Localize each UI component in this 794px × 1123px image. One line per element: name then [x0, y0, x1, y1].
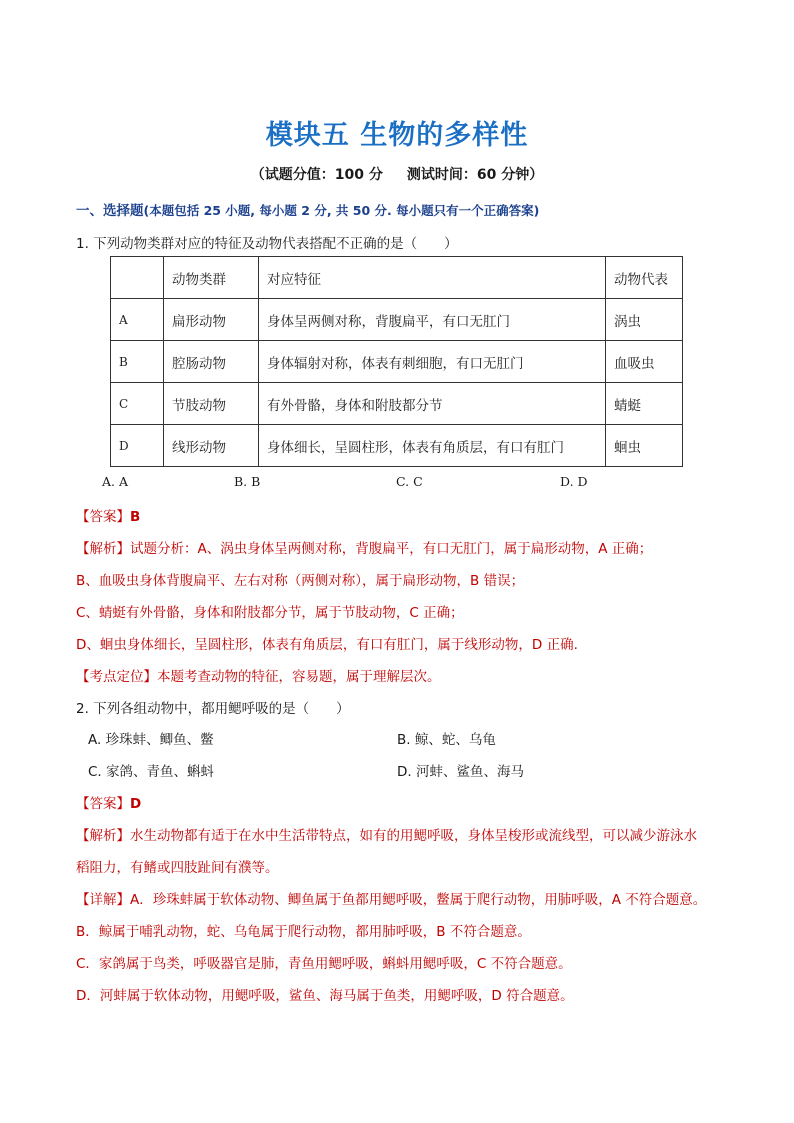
score-info: （试题分值：100 分 — [250, 167, 383, 183]
exam-info — [0, 164, 794, 184]
table-row — [111, 383, 683, 425]
answer-tag: 【答案】 — [76, 796, 130, 812]
q1-option-b: B. B — [234, 474, 261, 489]
q1-option-d: D. D — [560, 474, 588, 489]
q1-analysis-line — [76, 537, 652, 557]
table-cell: B — [111, 341, 164, 383]
table-header-cell: 动物代表 — [606, 257, 683, 299]
table-cell: A — [111, 299, 164, 341]
section-title: 一、选择题 — [76, 203, 144, 219]
table-cell: 蜻蜓 — [606, 383, 683, 425]
q2-analysis-line — [76, 824, 697, 844]
q2-answer — [76, 792, 141, 812]
table-cell: 节肢动物 — [164, 383, 259, 425]
kaodian-tag: 【考点定位】 — [76, 669, 157, 685]
analysis-tag: 【解析】 — [76, 541, 130, 557]
table-cell: 腔肠动物 — [164, 341, 259, 383]
q2-option-d: D. 河蚌、鲨鱼、海马 — [397, 764, 524, 780]
page-title: 模块五 生物的多样性 — [265, 120, 529, 151]
table-header-cell — [111, 257, 164, 299]
analysis-text: 试题分析：A、涡虫身体呈两侧对称，背腹扁平，有口无肛门，属于扁形动物，A 正确； — [130, 541, 653, 557]
q1-kaodian — [76, 665, 441, 685]
q2-detail-line: C．家鸽属于鸟类，呼吸器官是肺，青鱼用鳃呼吸，蝌蚪用鳃呼吸，C 不符合题意。 — [76, 956, 572, 972]
q1-option-a: A. A — [102, 474, 129, 489]
table-cell: 身体细长，呈圆柱形，体表有角质层，有口有肛门 — [259, 425, 606, 467]
question-1-stem: 1. 下列动物类群对应的特征及动物代表搭配不正确的是（ ） — [76, 236, 458, 252]
table-header-cell: 对应特征 — [259, 257, 606, 299]
q2-detail-line — [76, 888, 706, 908]
q2-detail-line: B．鲸属于哺乳动物，蛇、乌龟属于爬行动物，都用肺呼吸，B 不符合题意。 — [76, 924, 531, 940]
table-cell: 血吸虫 — [606, 341, 683, 383]
q1-answer — [76, 505, 140, 525]
detail-tag: 【详解】 — [76, 892, 130, 908]
table-cell: 涡虫 — [606, 299, 683, 341]
q2-analysis-line: 稻阻力，有鳍或四肢趾间有濮等。 — [76, 860, 279, 876]
table-cell: 身体呈两侧对称，背腹扁平，有口无肛门 — [259, 299, 606, 341]
table-cell: 有外骨骼，身体和附肢都分节 — [259, 383, 606, 425]
answer-value: D — [130, 796, 142, 812]
answer-tag: 【答案】 — [76, 509, 130, 525]
analysis-text: 水生动物都有适于在水中生活带特点，如有的用鳃呼吸，身体呈梭形或流线型，可以减少游泳水 — [130, 828, 697, 844]
q1-option-c: C. C — [396, 474, 423, 489]
section-note: (本题包括 25 小题, 每小题 2 分, 共 50 分. 每小题只有一个正确答案) — [143, 203, 540, 218]
table-header-cell: 动物类群 — [164, 257, 259, 299]
q2-option-c: C. 家鸽、青鱼、蝌蚪 — [88, 764, 215, 780]
table-cell: C — [111, 383, 164, 425]
q2-option-a: A. 珍珠蚌、鲫鱼、鳖 — [88, 732, 214, 748]
table-cell: 扁形动物 — [164, 299, 259, 341]
q2-option-b: B. 鲸、蛇、乌龟 — [397, 732, 496, 748]
table-row — [111, 425, 683, 467]
table-cell: D — [111, 425, 164, 467]
time-info: 测试时间：60 分钟） — [406, 167, 544, 183]
table-cell: 线形动物 — [164, 425, 259, 467]
kaodian-text: 本题考查动物的特征，容易题，属于理解层次。 — [157, 669, 441, 685]
table-cell: 身体辐射对称，体表有刺细胞，有口无肛门 — [259, 341, 606, 383]
analysis-tag: 【解析】 — [76, 828, 130, 844]
answer-value: B — [130, 509, 141, 525]
table-row — [111, 341, 683, 383]
animal-table — [110, 256, 683, 467]
question-2-stem: 2. 下列各组动物中，都用鳃呼吸的是（ ） — [76, 701, 350, 717]
table-cell: 蛔虫 — [606, 425, 683, 467]
q1-analysis-line: B、血吸虫身体背腹扁平、左右对称（两侧对称），属于扁形动物，B 错误； — [76, 573, 525, 589]
q1-analysis-line: D、蛔虫身体细长，呈圆柱形，体表有角质层，有口有肛门，属于线形动物，D 正确. — [76, 637, 578, 653]
table-header-row — [111, 257, 683, 299]
table-row — [111, 299, 683, 341]
detail-text: A．珍珠蚌属于软体动物、鲫鱼属于鱼都用鳃呼吸，鳖属于爬行动物，用肺呼吸，A 不符合题意。 — [130, 892, 707, 908]
q1-analysis-line: C、蜻蜓有外骨骼，身体和附肢都分节，属于节肢动物，C 正确； — [76, 605, 464, 621]
q2-detail-line: D．河蚌属于软体动物，用鳃呼吸，鲨鱼、海马属于鱼类，用鳃呼吸，D 符合题意。 — [76, 988, 574, 1004]
section-heading — [76, 199, 539, 219]
